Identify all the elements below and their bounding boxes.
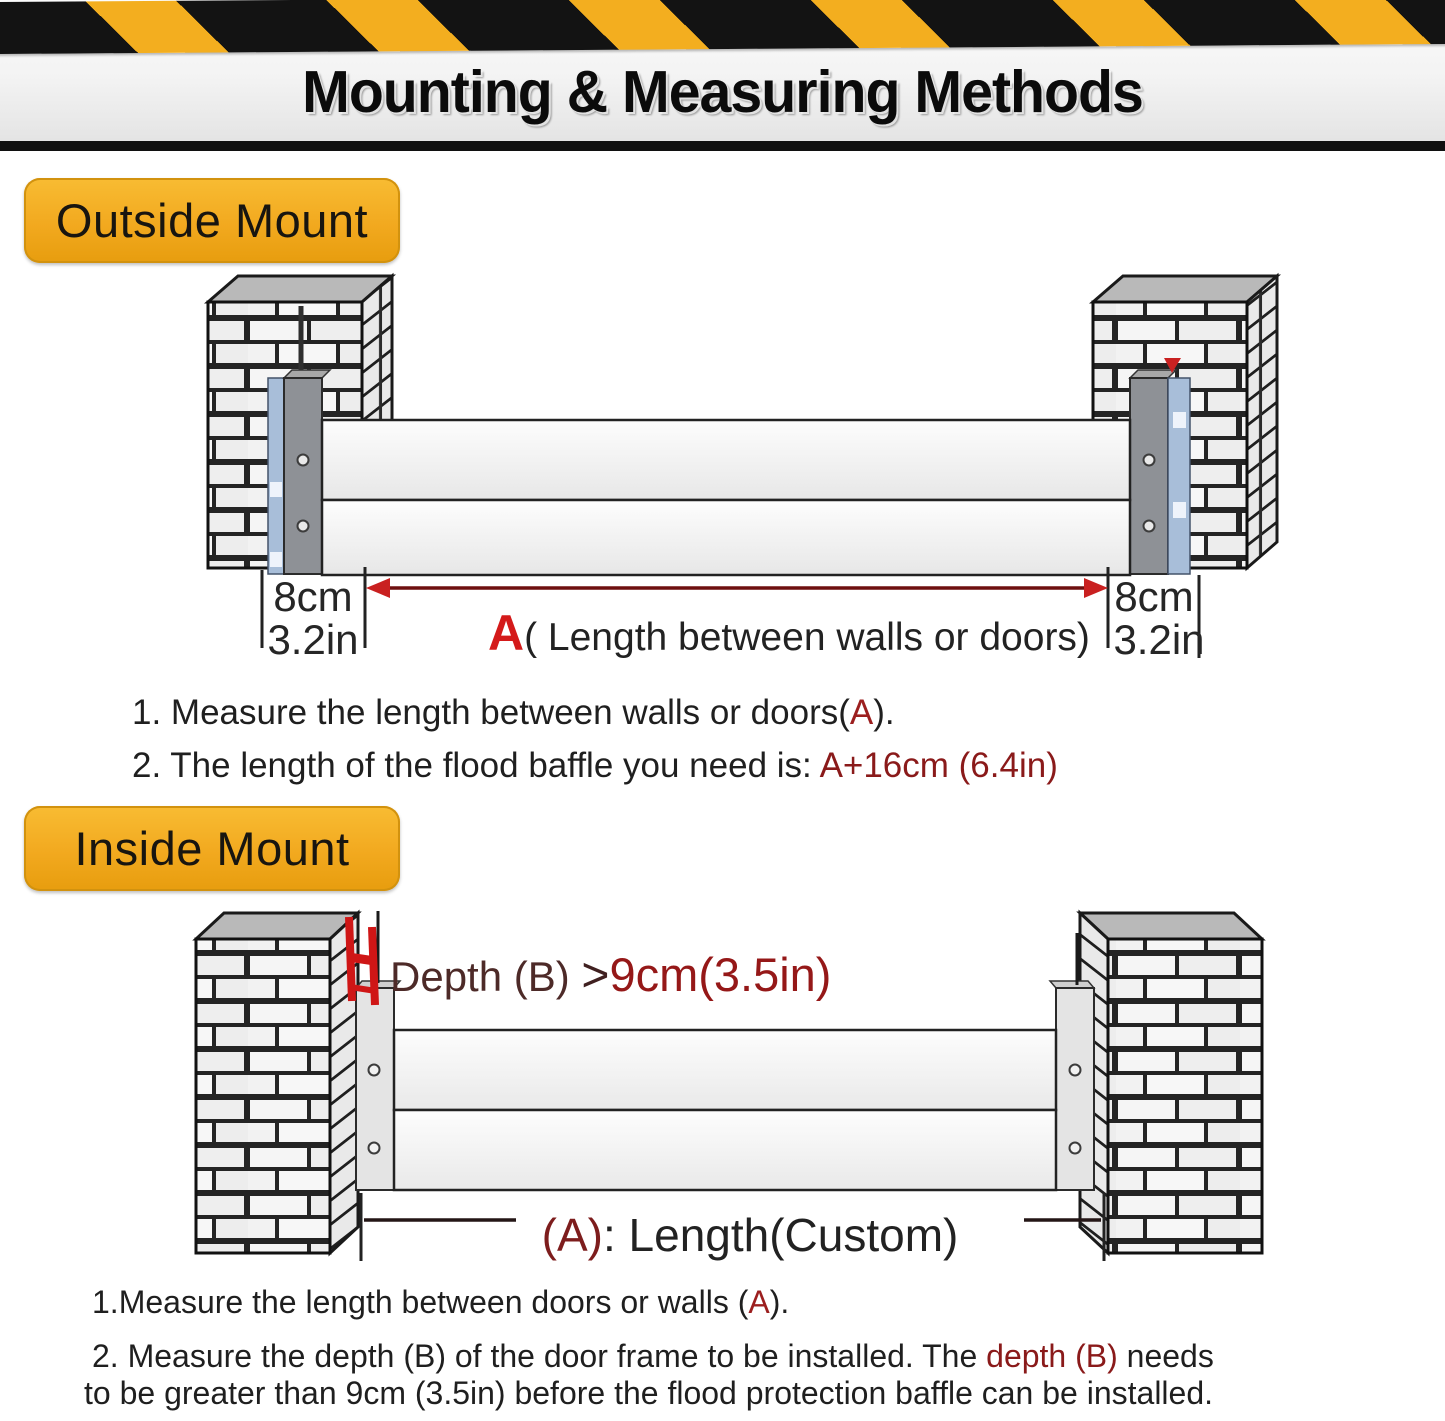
mounting-channel-right <box>1056 988 1094 1190</box>
bolt-hole <box>298 521 309 532</box>
outside-step-1: 1. Measure the length between walls or doors(A). <box>132 693 895 732</box>
outside-mount-badge-label: Outside Mount <box>55 194 369 247</box>
left-overlap-in-label: 3.2in <box>267 616 359 663</box>
inside-dimensions <box>361 1193 1104 1261</box>
inside-step-2-line-2: to be greater than 9cm (3.5in) before the flood protection baffle can be installed. <box>84 1375 1214 1411</box>
inside-mount-diagram <box>0 905 1445 1285</box>
inside-mount-badge-label: Inside Mount <box>74 822 350 875</box>
bolt-hole <box>1070 1143 1081 1154</box>
page-title: Mounting & Measuring Methods <box>302 59 1143 125</box>
outside-dimensions <box>262 567 1205 663</box>
flood-barrier-inside <box>394 1030 1056 1190</box>
arrow-head-left-icon <box>366 578 390 598</box>
bolt-hole <box>1070 1065 1081 1076</box>
pillar-front-face <box>196 939 330 1253</box>
span-label: A( Length between walls or doors) <box>488 605 1090 661</box>
inside-mount-badge <box>24 806 400 891</box>
barrier-panel-bottom <box>394 1110 1056 1190</box>
channel-top-cap <box>1130 370 1176 378</box>
channel-top-cap <box>284 370 330 378</box>
outside-mount-diagram <box>0 270 1445 670</box>
outside-mount-badge <box>24 178 400 263</box>
right-overlap-in-label: 3.2in <box>1113 616 1205 663</box>
seal-highlight <box>270 482 282 497</box>
bolt-hole <box>298 455 309 466</box>
length-label: (A): Length(Custom) <box>541 1209 959 1261</box>
seal-highlight <box>1173 502 1186 518</box>
depth-bracket-red <box>348 917 376 1005</box>
inside-left-pillar <box>196 911 400 1253</box>
channel-top-cap <box>1050 981 1094 988</box>
outside-mount-steps <box>132 694 1058 800</box>
seal-strip-left <box>268 378 284 574</box>
seal-highlight <box>270 552 282 567</box>
inside-mount-steps <box>84 1284 1214 1421</box>
arrow-head-right-icon <box>1084 578 1108 598</box>
title-underline <box>0 141 1445 151</box>
pillar-top-face <box>1080 913 1262 939</box>
inside-step-1: 1.Measure the length between doors or walls (A). <box>92 1284 790 1320</box>
flood-barrier-outside <box>322 420 1130 575</box>
depth-label: Depth (B) >9cm(3.5in) <box>390 948 832 1002</box>
depth-bracket-rung <box>348 957 375 961</box>
barrier-panel-bottom <box>322 500 1130 575</box>
outside-step-2: 2. The length of the flood baffle you need is: A+16cm (6.4in) <box>132 746 1058 785</box>
barrier-panel-top <box>322 420 1130 500</box>
mounting-channel-right <box>1130 378 1168 574</box>
bolt-hole <box>1144 521 1155 532</box>
mounting-channel-left <box>356 988 394 1190</box>
pillar-front-face <box>1108 939 1262 1253</box>
left-overlap-cm-label: 8cm <box>273 573 353 620</box>
right-overlap-cm-label: 8cm <box>1114 573 1194 620</box>
barrier-panel-top <box>394 1030 1056 1110</box>
mounting-channel-left <box>284 378 322 574</box>
seal-strip-right <box>1168 378 1190 574</box>
bolt-hole <box>369 1143 380 1154</box>
inside-right-pillar <box>1050 913 1262 1253</box>
inside-step-2-line-1: 2. Measure the depth (B) of the door frame to be installed. The depth (B) needs <box>92 1338 1214 1374</box>
pillar-side-face <box>1247 276 1277 568</box>
seal-highlight <box>1173 412 1186 428</box>
bolt-hole <box>369 1065 380 1076</box>
depth-bracket-rung <box>350 987 376 991</box>
bolt-hole <box>1144 455 1155 466</box>
